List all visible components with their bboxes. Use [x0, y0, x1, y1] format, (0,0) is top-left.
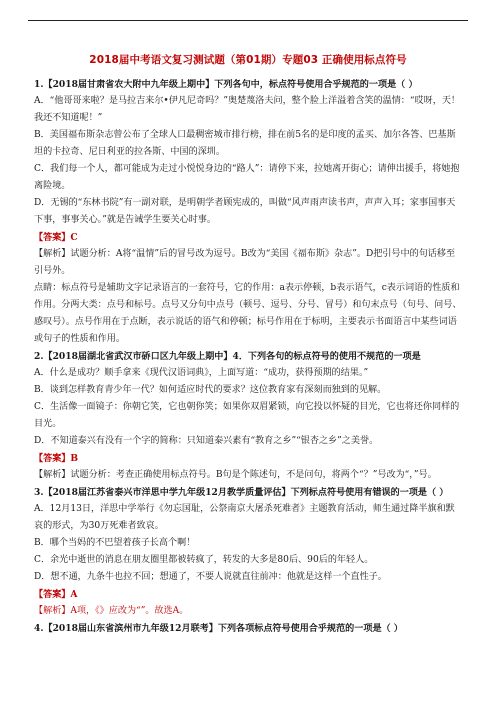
option-line: B．美国福布斯杂志曾公布了全球人口最稠密城市排行榜，排在前5名的是印度的孟买、加尔各答、巴基斯坦的卡拉奇、尼日利亚的拉各斯、中国的深圳。 [34, 130, 456, 157]
analysis-paragraph: 【解析】试题分析：考查正确使用标点符号。B句是个陈述句，不是问句，将两个“？”号改为“，”号。 [34, 470, 437, 480]
option-line: D．不知道泰兴有没有一个字的简称：只知道泰兴素有“教育之乡”“银杏之乡”之美誉。 [34, 436, 379, 446]
answer-line: 【答案】A [34, 589, 78, 600]
question-stem: 2.【2018届湖北省武汉市硚口区九年级上期中】4．下列各句的标点符号的使用不规范的一项是 [34, 351, 421, 362]
answer-line: 【答案】C [34, 232, 78, 243]
option-line: C．生活像一面镜子：你朝它笑，它也朝你笑；如果你双眉紧锁，向它投以怀疑的目光，它也将还你同样的目光。 [34, 402, 460, 429]
answer-line: 【答案】B [34, 453, 79, 464]
analysis-paragraph: 【解析】A项，《》应改为“”。故选A。 [34, 606, 189, 616]
question-stem: 1.【2018届甘肃省农大附中九年级上期中】下列各句中，标点符号使用合乎规范的一项是（ ） [34, 79, 418, 90]
header-rule [28, 20, 468, 21]
document-title: 2018届中考语文复习测试题（第01期）专题03 正确使用标点符号 [89, 54, 407, 66]
question-stem: 3.【2018届江苏省泰兴市洋思中学九年级12月教学质量评估】下列标点符号使用有错误的一项是（ ） [34, 487, 449, 498]
option-line: C．余光中逝世的消息在朋友圈里都被转疯了，转发的大多是80后、90后的年轻人。 [34, 555, 374, 565]
option-line: C．我们每一个人，都可能成为走过小悦悦身边的“路人”：请停下来，拉她离开街心；请伸出援手，将她抱离险境。 [34, 164, 460, 191]
option-line: D．无锡的“东林书院”有一副对联，是明朝学者顾宪成的，叫做“风声雨声读书声，声声入耳；家事国事天下事，事事关心。”就是告诫学生要关心时事。 [34, 198, 456, 225]
document-body [34, 76, 462, 637]
option-line: A．12月13日，洋思中学举行《勿忘国耻，公祭南京大屠杀死难者》主题教育活动，师生通过降半旗和默哀的形式，为30万死难者致哀。 [34, 504, 455, 531]
question-stem: 4.【2018届山东省滨州市九年级12月联考】下列各项标点符号使用合乎规范的一项是（ ） [34, 623, 403, 634]
option-line: B．哪个当妈的不巴望着孩子长高个啊！ [34, 538, 196, 548]
option-line: B．谈到怎样教育青少年一代？如何适应时代的要求？这位教育家有深刻而独到的见解。 [34, 385, 387, 395]
analysis-paragraph: 点睛：标点符号是辅助文字记录语言的一套符号，它的作用：a表示停顿，b表示语气，c表示词语的性质和作用。分两大类：点号和标号。点号又分句中点号（顿号、逗号、分号、冒号）和句末点号（句号、问号、感叹号）。点号作用在于点断，表示说话的语气和停顿；标号作用在于标明，主要表示书面语言中某些词语或句子的性质和作用。 [34, 283, 462, 344]
option-line: D．想不通，九条牛也拉不回；想通了，不要人说就直往前冲：他就是这样一个直性子。 [34, 572, 387, 582]
analysis-paragraph: 【解析】试题分析：A将“温情”后的冒号改为逗号。B改为“美国《福布斯》杂志”。D把引号中的句话移至引号外。 [34, 249, 456, 276]
option-line: A．什么是成功？顺手拿来《现代汉语词典》，上面写道：“成功，获得预期的结果。” [34, 368, 369, 378]
option-line: A．“他哥哥来啦？是马拉吉来尔•伊凡尼奇吗？”奥楚蔑洛夫问，整个脸上洋溢着含笑的温情：“哎呀，天！我还不知道呢！” [34, 96, 461, 123]
